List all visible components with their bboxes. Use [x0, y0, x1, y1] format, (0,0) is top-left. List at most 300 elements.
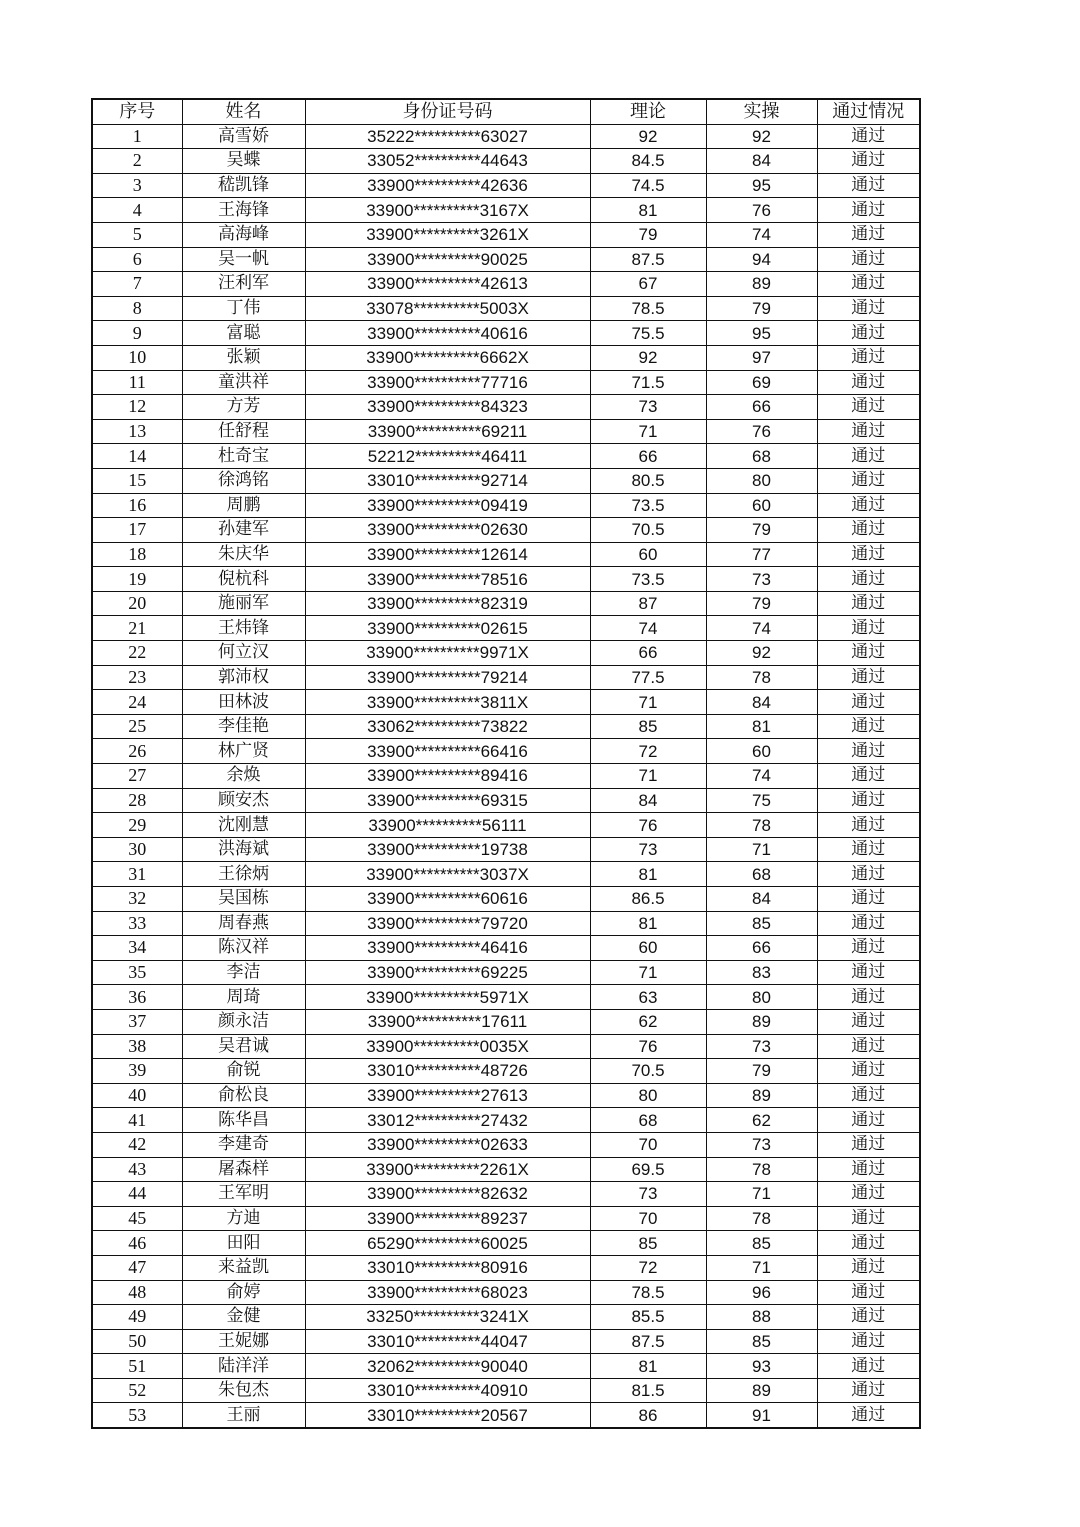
- row-pass-status: 通过: [817, 690, 920, 715]
- table-row: [92, 272, 920, 297]
- row-id-number: 33900**********60616: [305, 887, 590, 912]
- row-seq: 23: [92, 665, 182, 690]
- row-practical-score: 88: [706, 1305, 817, 1330]
- row-practical-score: 95: [706, 321, 817, 346]
- row-name: 周鹏: [182, 493, 305, 518]
- row-name: 方迪: [182, 1206, 305, 1231]
- table-row: [92, 1378, 920, 1403]
- row-pass-status: 通过: [817, 370, 920, 395]
- row-pass-status: 通过: [817, 493, 920, 518]
- row-name: 施丽军: [182, 591, 305, 616]
- row-id-number: 35222**********63027: [305, 124, 590, 149]
- row-practical-score: 75: [706, 788, 817, 813]
- row-practical-score: 69: [706, 370, 817, 395]
- row-seq: 13: [92, 419, 182, 444]
- row-pass-status: 通过: [817, 1280, 920, 1305]
- row-practical-score: 94: [706, 247, 817, 272]
- table-row: [92, 1108, 920, 1133]
- row-theory-score: 87: [590, 591, 706, 616]
- row-pass-status: 通过: [817, 1305, 920, 1330]
- row-practical-score: 76: [706, 419, 817, 444]
- row-theory-score: 81.5: [590, 1378, 706, 1403]
- row-pass-status: 通过: [817, 1403, 920, 1428]
- row-practical-score: 79: [706, 296, 817, 321]
- row-name: 富聪: [182, 321, 305, 346]
- row-theory-score: 66: [590, 641, 706, 666]
- row-pass-status: 通过: [817, 813, 920, 838]
- row-seq: 49: [92, 1305, 182, 1330]
- row-seq: 35: [92, 960, 182, 985]
- row-name: 吴君诚: [182, 1034, 305, 1059]
- row-theory-score: 73.5: [590, 567, 706, 592]
- table-row: [92, 1231, 920, 1256]
- row-practical-score: 73: [706, 567, 817, 592]
- row-id-number: 33900**********3261X: [305, 222, 590, 247]
- row-id-number: 33900**********90025: [305, 247, 590, 272]
- row-theory-score: 92: [590, 345, 706, 370]
- row-theory-score: 81: [590, 911, 706, 936]
- row-name: 倪杭科: [182, 567, 305, 592]
- row-pass-status: 通过: [817, 247, 920, 272]
- row-pass-status: 通过: [817, 616, 920, 641]
- row-pass-status: 通过: [817, 222, 920, 247]
- row-practical-score: 73: [706, 1034, 817, 1059]
- row-practical-score: 96: [706, 1280, 817, 1305]
- row-name: 李洁: [182, 960, 305, 985]
- row-id-number: 33900**********89237: [305, 1206, 590, 1231]
- row-pass-status: 通过: [817, 1231, 920, 1256]
- row-name: 李佳艳: [182, 714, 305, 739]
- row-practical-score: 85: [706, 911, 817, 936]
- row-practical-score: 81: [706, 714, 817, 739]
- row-pass-status: 通过: [817, 862, 920, 887]
- table-row: [92, 911, 920, 936]
- row-pass-status: 通过: [817, 149, 920, 174]
- row-pass-status: 通过: [817, 1034, 920, 1059]
- table-row: [92, 862, 920, 887]
- row-id-number: 33900**********82632: [305, 1182, 590, 1207]
- header-theory: 理论: [590, 99, 706, 124]
- row-practical-score: 60: [706, 493, 817, 518]
- table-row: [92, 1009, 920, 1034]
- row-practical-score: 66: [706, 395, 817, 420]
- row-name: 陈华昌: [182, 1108, 305, 1133]
- row-seq: 11: [92, 370, 182, 395]
- row-name: 王海锋: [182, 198, 305, 223]
- row-seq: 34: [92, 936, 182, 961]
- table-row: [92, 1083, 920, 1108]
- row-practical-score: 85: [706, 1329, 817, 1354]
- row-id-number: 33900**********3167X: [305, 198, 590, 223]
- table-row: [92, 616, 920, 641]
- table-row: [92, 1280, 920, 1305]
- row-theory-score: 85: [590, 1231, 706, 1256]
- row-pass-status: 通过: [817, 173, 920, 198]
- row-practical-score: 60: [706, 739, 817, 764]
- row-seq: 19: [92, 567, 182, 592]
- row-seq: 39: [92, 1059, 182, 1084]
- row-id-number: 33900**********40616: [305, 321, 590, 346]
- row-name: 徐鸿铭: [182, 468, 305, 493]
- row-id-number: 33900**********3037X: [305, 862, 590, 887]
- row-id-number: 33900**********02633: [305, 1132, 590, 1157]
- row-name: 丁伟: [182, 296, 305, 321]
- row-practical-score: 79: [706, 518, 817, 543]
- row-id-number: 33900**********09419: [305, 493, 590, 518]
- row-seq: 42: [92, 1132, 182, 1157]
- table-row: [92, 345, 920, 370]
- table-row: [92, 690, 920, 715]
- row-practical-score: 79: [706, 1059, 817, 1084]
- row-seq: 37: [92, 1009, 182, 1034]
- row-name: 任舒程: [182, 419, 305, 444]
- row-name: 汪利军: [182, 272, 305, 297]
- row-id-number: 33900**********89416: [305, 764, 590, 789]
- row-id-number: 33062**********73822: [305, 714, 590, 739]
- row-theory-score: 76: [590, 813, 706, 838]
- table-body: [92, 124, 920, 1428]
- table-row: [92, 567, 920, 592]
- table-row: [92, 542, 920, 567]
- row-seq: 21: [92, 616, 182, 641]
- row-pass-status: 通过: [817, 444, 920, 469]
- row-pass-status: 通过: [817, 960, 920, 985]
- row-theory-score: 70: [590, 1206, 706, 1231]
- row-theory-score: 79: [590, 222, 706, 247]
- row-seq: 22: [92, 641, 182, 666]
- row-pass-status: 通过: [817, 345, 920, 370]
- row-theory-score: 60: [590, 936, 706, 961]
- row-name: 洪海斌: [182, 837, 305, 862]
- row-pass-status: 通过: [817, 936, 920, 961]
- row-name: 周春燕: [182, 911, 305, 936]
- row-id-number: 33900**********69315: [305, 788, 590, 813]
- row-pass-status: 通过: [817, 1009, 920, 1034]
- row-theory-score: 73.5: [590, 493, 706, 518]
- row-seq: 44: [92, 1182, 182, 1207]
- row-id-number: 33010**********48726: [305, 1059, 590, 1084]
- row-pass-status: 通过: [817, 567, 920, 592]
- table-row: [92, 124, 920, 149]
- header-pass-status: 通过情况: [817, 99, 920, 124]
- header-id-number: 身份证号码: [305, 99, 590, 124]
- table-row: [92, 1132, 920, 1157]
- row-pass-status: 通过: [817, 911, 920, 936]
- table-row: [92, 936, 920, 961]
- row-theory-score: 78.5: [590, 296, 706, 321]
- row-seq: 33: [92, 911, 182, 936]
- table-row: [92, 1255, 920, 1280]
- row-theory-score: 80: [590, 1083, 706, 1108]
- row-seq: 15: [92, 468, 182, 493]
- row-theory-score: 72: [590, 739, 706, 764]
- results-table: [91, 98, 921, 1429]
- row-theory-score: 71.5: [590, 370, 706, 395]
- row-seq: 7: [92, 272, 182, 297]
- row-seq: 53: [92, 1403, 182, 1428]
- row-id-number: 33900**********79720: [305, 911, 590, 936]
- row-seq: 50: [92, 1329, 182, 1354]
- row-seq: 48: [92, 1280, 182, 1305]
- row-theory-score: 78.5: [590, 1280, 706, 1305]
- row-seq: 27: [92, 764, 182, 789]
- row-seq: 38: [92, 1034, 182, 1059]
- table-row: [92, 222, 920, 247]
- row-theory-score: 63: [590, 985, 706, 1010]
- row-name: 王丽: [182, 1403, 305, 1428]
- row-practical-score: 92: [706, 124, 817, 149]
- row-theory-score: 73: [590, 837, 706, 862]
- row-practical-score: 66: [706, 936, 817, 961]
- row-pass-status: 通过: [817, 1182, 920, 1207]
- row-seq: 36: [92, 985, 182, 1010]
- row-pass-status: 通过: [817, 1132, 920, 1157]
- row-id-number: 33900**********69211: [305, 419, 590, 444]
- row-practical-score: 92: [706, 641, 817, 666]
- row-theory-score: 81: [590, 1354, 706, 1379]
- row-practical-score: 78: [706, 813, 817, 838]
- row-id-number: 33900**********0035X: [305, 1034, 590, 1059]
- row-name: 田阳: [182, 1231, 305, 1256]
- row-name: 朱包杰: [182, 1378, 305, 1403]
- row-id-number: 33900**********19738: [305, 837, 590, 862]
- table-row: [92, 739, 920, 764]
- row-theory-score: 84: [590, 788, 706, 813]
- header-seq: 序号: [92, 99, 182, 124]
- row-pass-status: 通过: [817, 1354, 920, 1379]
- row-name: 陆洋洋: [182, 1354, 305, 1379]
- row-pass-status: 通过: [817, 321, 920, 346]
- row-name: 王炜锋: [182, 616, 305, 641]
- row-name: 吴国栋: [182, 887, 305, 912]
- row-theory-score: 71: [590, 419, 706, 444]
- row-pass-status: 通过: [817, 788, 920, 813]
- row-name: 屠森样: [182, 1157, 305, 1182]
- row-theory-score: 85: [590, 714, 706, 739]
- row-name: 陈汉祥: [182, 936, 305, 961]
- row-seq: 20: [92, 591, 182, 616]
- row-id-number: 33900**********82319: [305, 591, 590, 616]
- row-id-number: 33900**********66416: [305, 739, 590, 764]
- table-row: [92, 985, 920, 1010]
- row-theory-score: 73: [590, 1182, 706, 1207]
- row-id-number: 33010**********92714: [305, 468, 590, 493]
- row-theory-score: 81: [590, 198, 706, 223]
- row-id-number: 33900**********77716: [305, 370, 590, 395]
- table-row: [92, 149, 920, 174]
- row-id-number: 33250**********3241X: [305, 1305, 590, 1330]
- row-theory-score: 72: [590, 1255, 706, 1280]
- row-practical-score: 89: [706, 1083, 817, 1108]
- row-name: 高雪娇: [182, 124, 305, 149]
- row-theory-score: 85.5: [590, 1305, 706, 1330]
- row-practical-score: 97: [706, 345, 817, 370]
- row-pass-status: 通过: [817, 1059, 920, 1084]
- row-id-number: 33900**********6662X: [305, 345, 590, 370]
- row-practical-score: 74: [706, 616, 817, 641]
- table-row: [92, 1059, 920, 1084]
- row-pass-status: 通过: [817, 419, 920, 444]
- row-seq: 29: [92, 813, 182, 838]
- row-name: 颜永洁: [182, 1009, 305, 1034]
- table-row: [92, 518, 920, 543]
- row-theory-score: 67: [590, 272, 706, 297]
- row-name: 余焕: [182, 764, 305, 789]
- row-practical-score: 89: [706, 272, 817, 297]
- row-theory-score: 80.5: [590, 468, 706, 493]
- row-seq: 26: [92, 739, 182, 764]
- row-theory-score: 74.5: [590, 173, 706, 198]
- row-id-number: 33900**********68023: [305, 1280, 590, 1305]
- row-theory-score: 84.5: [590, 149, 706, 174]
- row-name: 俞锐: [182, 1059, 305, 1084]
- row-theory-score: 75.5: [590, 321, 706, 346]
- row-pass-status: 通过: [817, 296, 920, 321]
- table-row: [92, 419, 920, 444]
- row-theory-score: 70.5: [590, 1059, 706, 1084]
- row-pass-status: 通过: [817, 641, 920, 666]
- row-practical-score: 77: [706, 542, 817, 567]
- row-pass-status: 通过: [817, 468, 920, 493]
- row-name: 郭沛权: [182, 665, 305, 690]
- table-row: [92, 714, 920, 739]
- row-seq: 3: [92, 173, 182, 198]
- row-practical-score: 74: [706, 764, 817, 789]
- header-name: 姓名: [182, 99, 305, 124]
- table-row: [92, 764, 920, 789]
- row-seq: 5: [92, 222, 182, 247]
- row-pass-status: 通过: [817, 124, 920, 149]
- table-row: [92, 887, 920, 912]
- table-row: [92, 247, 920, 272]
- row-name: 孙建军: [182, 518, 305, 543]
- row-seq: 24: [92, 690, 182, 715]
- row-practical-score: 95: [706, 173, 817, 198]
- table-row: [92, 1329, 920, 1354]
- table-row: [92, 1034, 920, 1059]
- row-id-number: 33010**********80916: [305, 1255, 590, 1280]
- row-pass-status: 通过: [817, 198, 920, 223]
- row-practical-score: 68: [706, 862, 817, 887]
- row-id-number: 33900**********27613: [305, 1083, 590, 1108]
- row-theory-score: 66: [590, 444, 706, 469]
- row-seq: 18: [92, 542, 182, 567]
- row-id-number: 33900**********12614: [305, 542, 590, 567]
- row-id-number: 33900**********69225: [305, 960, 590, 985]
- header-row: [92, 99, 920, 124]
- row-name: 俞婷: [182, 1280, 305, 1305]
- row-practical-score: 84: [706, 690, 817, 715]
- row-name: 俞松良: [182, 1083, 305, 1108]
- row-seq: 40: [92, 1083, 182, 1108]
- row-pass-status: 通过: [817, 837, 920, 862]
- row-practical-score: 80: [706, 985, 817, 1010]
- row-id-number: 33900**********78516: [305, 567, 590, 592]
- row-pass-status: 通过: [817, 739, 920, 764]
- table-row: [92, 591, 920, 616]
- row-seq: 9: [92, 321, 182, 346]
- row-seq: 25: [92, 714, 182, 739]
- table-row: [92, 468, 920, 493]
- table-row: [92, 321, 920, 346]
- row-seq: 10: [92, 345, 182, 370]
- row-theory-score: 77.5: [590, 665, 706, 690]
- row-name: 童洪祥: [182, 370, 305, 395]
- row-id-number: 52212**********46411: [305, 444, 590, 469]
- table-row: [92, 198, 920, 223]
- row-id-number: 33900**********84323: [305, 395, 590, 420]
- row-pass-status: 通过: [817, 272, 920, 297]
- row-name: 张颖: [182, 345, 305, 370]
- row-seq: 47: [92, 1255, 182, 1280]
- row-id-number: 33010**********20567: [305, 1403, 590, 1428]
- row-practical-score: 78: [706, 665, 817, 690]
- row-id-number: 33900**********56111: [305, 813, 590, 838]
- row-name: 吴一帆: [182, 247, 305, 272]
- table-row: [92, 1354, 920, 1379]
- row-theory-score: 86.5: [590, 887, 706, 912]
- row-id-number: 33900**********02630: [305, 518, 590, 543]
- table-row: [92, 444, 920, 469]
- row-seq: 52: [92, 1378, 182, 1403]
- row-pass-status: 通过: [817, 1255, 920, 1280]
- table-row: [92, 370, 920, 395]
- row-seq: 45: [92, 1206, 182, 1231]
- row-seq: 32: [92, 887, 182, 912]
- row-pass-status: 通过: [817, 1157, 920, 1182]
- row-practical-score: 71: [706, 837, 817, 862]
- table-row: [92, 960, 920, 985]
- row-practical-score: 79: [706, 591, 817, 616]
- row-id-number: 33900**********46416: [305, 936, 590, 961]
- row-name: 王徐炳: [182, 862, 305, 887]
- row-name: 沈刚慧: [182, 813, 305, 838]
- row-id-number: 33078**********5003X: [305, 296, 590, 321]
- table-row: [92, 641, 920, 666]
- row-practical-score: 73: [706, 1132, 817, 1157]
- row-seq: 4: [92, 198, 182, 223]
- row-practical-score: 71: [706, 1255, 817, 1280]
- table-row: [92, 1305, 920, 1330]
- row-name: 朱庆华: [182, 542, 305, 567]
- row-theory-score: 74: [590, 616, 706, 641]
- table-row: [92, 395, 920, 420]
- row-pass-status: 通过: [817, 665, 920, 690]
- row-theory-score: 60: [590, 542, 706, 567]
- row-theory-score: 70.5: [590, 518, 706, 543]
- row-name: 方芳: [182, 395, 305, 420]
- row-seq: 41: [92, 1108, 182, 1133]
- row-theory-score: 87.5: [590, 247, 706, 272]
- row-id-number: 33900**********79214: [305, 665, 590, 690]
- row-practical-score: 71: [706, 1182, 817, 1207]
- row-seq: 31: [92, 862, 182, 887]
- row-practical-score: 78: [706, 1157, 817, 1182]
- row-id-number: 33900**********42636: [305, 173, 590, 198]
- row-theory-score: 71: [590, 690, 706, 715]
- row-practical-score: 68: [706, 444, 817, 469]
- row-theory-score: 87.5: [590, 1329, 706, 1354]
- row-practical-score: 91: [706, 1403, 817, 1428]
- row-id-number: 33900**********2261X: [305, 1157, 590, 1182]
- row-practical-score: 78: [706, 1206, 817, 1231]
- row-name: 来益凯: [182, 1255, 305, 1280]
- row-practical-score: 93: [706, 1354, 817, 1379]
- row-id-number: 33900**********17611: [305, 1009, 590, 1034]
- row-practical-score: 74: [706, 222, 817, 247]
- row-seq: 2: [92, 149, 182, 174]
- row-practical-score: 62: [706, 1108, 817, 1133]
